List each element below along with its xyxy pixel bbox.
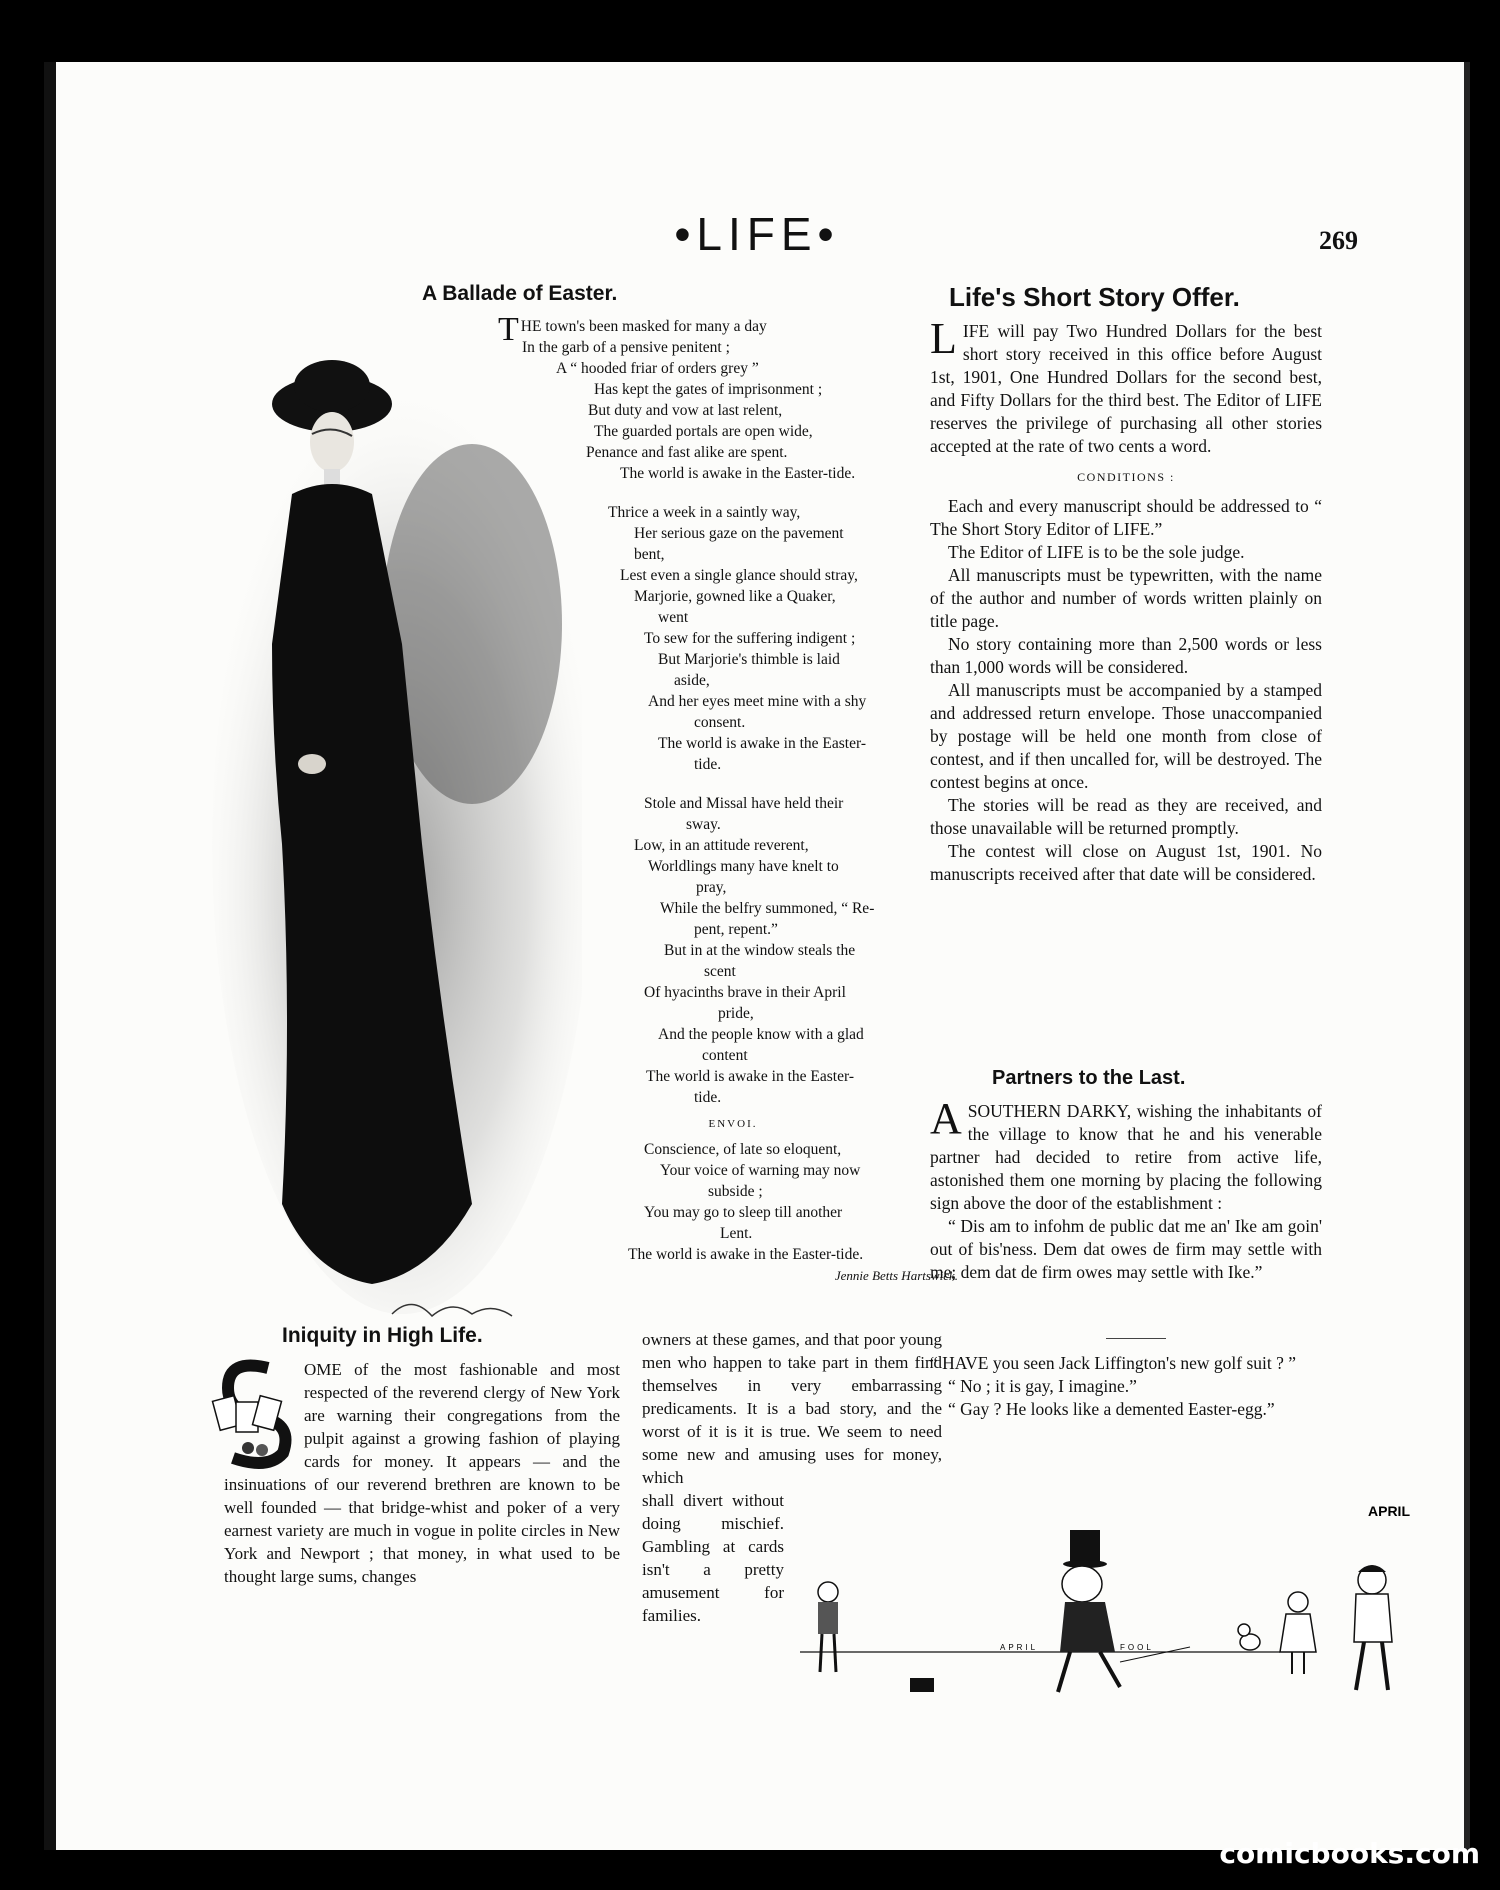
condition-paragraph: The stories will be read as they are received, and those unavailable will be returned promptly. bbox=[930, 795, 1322, 838]
poem-line: And the people know with a glad bbox=[658, 1026, 864, 1043]
poem-author: Jennie Betts Hartswick. bbox=[834, 1268, 958, 1283]
poem-line: pray, bbox=[696, 879, 727, 896]
poem-line: To sew for the suffering indigent ; bbox=[644, 630, 856, 647]
poem-line: Marjorie, gowned like a Quaker, bbox=[634, 588, 836, 605]
poem-line: Has kept the gates of imprisonment ; bbox=[594, 381, 823, 398]
jest-line: “ No ; it is gay, I imagine.” bbox=[948, 1376, 1137, 1396]
poem-line: bent, bbox=[634, 546, 665, 563]
cartoon-corner-label: APRIL bbox=[1368, 1503, 1410, 1519]
poem-line: Conscience, of late so eloquent, bbox=[644, 1141, 842, 1158]
poem-line: tide. bbox=[694, 1089, 722, 1106]
page-edge bbox=[1464, 62, 1470, 1850]
poem-line: content bbox=[702, 1047, 748, 1064]
playing-cards-dropcap-icon bbox=[208, 1358, 298, 1470]
poem-line: Of hyacinths brave in their April bbox=[644, 984, 846, 1001]
partners-quote: “ Dis am to infohm de public dat me an' Ike am goin' out of bis'ness. Dem dat owes de firm may settle with me; dem dat de firm owes may settle with Ike.” bbox=[930, 1216, 1322, 1282]
ballade-title: A Ballade of Easter. bbox=[422, 282, 618, 305]
poem-line: consent. bbox=[694, 714, 746, 731]
condition-paragraph: The contest will close on August 1st, 1901. No manuscripts received after that date will be considered. bbox=[930, 841, 1322, 884]
poem-line: pent, repent.” bbox=[694, 921, 778, 938]
poem-line: THE town's been masked for many a day bbox=[498, 311, 767, 348]
condition-paragraph: The Editor of LIFE is to be the sole judge. bbox=[948, 542, 1245, 562]
poem-line: pride, bbox=[718, 1005, 754, 1022]
poem-line: Lent. bbox=[720, 1225, 753, 1242]
condition-paragraph: No story containing more than 2,500 words or less than 1,000 words will be considered. bbox=[930, 634, 1322, 677]
conditions-label: CONDITIONS : bbox=[1077, 470, 1175, 484]
envoi-label: ENVOI. bbox=[708, 1118, 758, 1130]
watermark: comicbooks.com bbox=[1219, 1837, 1480, 1870]
page-spine bbox=[44, 62, 56, 1850]
poem-line: Penance and fast alike are spent. bbox=[586, 444, 788, 461]
poem-line: Low, in an attitude reverent, bbox=[634, 837, 809, 854]
partners-title: Partners to the Last. bbox=[992, 1067, 1186, 1089]
condition-paragraph: All manuscripts must be accompanied by a stamped and addressed return envelope. Those unaccompanied by postage will be held one month from close of contest, and if then uncalled for, will be destroyed. The contest begins at once. bbox=[930, 680, 1322, 792]
poem-line: aside, bbox=[674, 672, 710, 689]
condition-paragraph: Each and every manuscript should be addressed to “ The Short Story Editor of LIFE.” bbox=[930, 496, 1322, 539]
poem-line: You may go to sleep till another bbox=[644, 1204, 843, 1221]
poem-line: And her eyes meet mine with a shy bbox=[648, 693, 867, 710]
poem-line: Stole and Missal have held their bbox=[644, 795, 844, 812]
poem-line: A “ hooded friar of orders grey ” bbox=[556, 360, 759, 377]
cartoon-label-april: APRIL bbox=[1000, 1643, 1039, 1652]
iniquity-text-2: owners at these games, and that poor young men who happen to take part in them find themselves in very embarrassing predicaments. It is a bad story, and the worst of it is it is true. We seem to need some new and amusing uses for money, which bbox=[642, 1330, 942, 1487]
april-fool-cartoon bbox=[760, 1502, 1420, 1722]
poem-line: Her serious gaze on the pavement bbox=[634, 525, 844, 542]
iniquity-text-3: shall divert without doing mischief. Gambling at cards isn't a pretty amusement for families. bbox=[642, 1491, 784, 1625]
poem-line: But in at the window steals the bbox=[664, 942, 856, 959]
poem-line: sway. bbox=[686, 816, 721, 833]
poem-line: The world is awake in the Easter-tide. bbox=[628, 1246, 864, 1263]
jest-line: “ Gay ? He looks like a demented Easter-egg.” bbox=[948, 1399, 1275, 1419]
poem-line: subside ; bbox=[708, 1183, 763, 1200]
poem-line: In the garb of a pensive penitent ; bbox=[522, 339, 730, 356]
poem-line: The world is awake in the Easter- bbox=[658, 735, 867, 752]
dropcap-t: T bbox=[498, 311, 519, 348]
masthead: •LIFE• bbox=[674, 208, 840, 260]
iniquity-column-1 bbox=[224, 1358, 620, 1588]
partners-body bbox=[930, 1094, 1322, 1284]
dropcap-l: L bbox=[930, 314, 957, 363]
page-number: 269 bbox=[1319, 226, 1358, 255]
poem-line: Lest even a single glance should stray, bbox=[620, 567, 858, 584]
poem-line: The world is awake in the Easter- bbox=[646, 1068, 855, 1085]
partners-intro: ASOUTHERN DARKY, wishing the inhabitants of the village to know that he and his venerable partner had decided to retire from active life, astonished them one morning by placing the following sign above the door of the establishment : bbox=[930, 1094, 1322, 1213]
iniquity-title: Iniquity in High Life. bbox=[282, 1324, 483, 1347]
poem-line: While the belfry summoned, “ Re- bbox=[660, 900, 875, 917]
poem-line: went bbox=[658, 609, 689, 626]
condition-paragraph: All manuscripts must be typewritten, with the name of the author and number of words written plainly on title page. bbox=[930, 565, 1322, 631]
golf-suit-jest bbox=[930, 1352, 1322, 1421]
poem-line: tide. bbox=[694, 756, 722, 773]
poem-line: The guarded portals are open wide, bbox=[594, 423, 813, 440]
poem-line: Worldlings many have knelt to bbox=[648, 858, 839, 875]
poem-line: Your voice of warning may now bbox=[660, 1162, 861, 1179]
poem-line: The world is awake in the Easter-tide. bbox=[620, 465, 856, 482]
poem-line: But Marjorie's thimble is laid bbox=[658, 651, 840, 668]
iniquity-text-1: OME of the most fashionable and most respected of the reverend clergy of New York are warning their congregations from the pulpit against a growing fashion of playing cards for money. It appears — and the insinuations of our reverend brethren are known to be well founded — that bridge-whist and poker of a very earnest variety are much in vogue in polite circles in New York and Newport ; that money, in what used to be thought large sums, changes bbox=[224, 1360, 620, 1586]
jest-line: “ HAVE you seen Jack Liffington's new golf suit ? ” bbox=[930, 1353, 1297, 1373]
story-offer-body bbox=[930, 314, 1322, 886]
ballade-poem bbox=[498, 311, 968, 1286]
story-offer-intro: LIFE will pay Two Hundred Dollars for the best short story received in this office before August 1st, 1901, One Hundred Dollars for the second best, and Fifty Dollars for the third best. The Editor of LIFE reserves the privilege of purchasing all other stories accepted at the rate of two cents a word. bbox=[930, 314, 1322, 456]
dropcap-a: A bbox=[930, 1094, 962, 1143]
cartoon-label-fool: FOOL bbox=[1120, 1643, 1154, 1652]
poem-line: scent bbox=[704, 963, 736, 980]
poem-line: Thrice a week in a saintly way, bbox=[608, 504, 801, 521]
poem-line: But duty and vow at last relent, bbox=[588, 402, 783, 419]
story-offer-title: Life's Short Story Offer. bbox=[949, 282, 1240, 312]
divider-rule bbox=[1106, 1338, 1166, 1339]
magazine-page bbox=[44, 62, 1470, 1850]
